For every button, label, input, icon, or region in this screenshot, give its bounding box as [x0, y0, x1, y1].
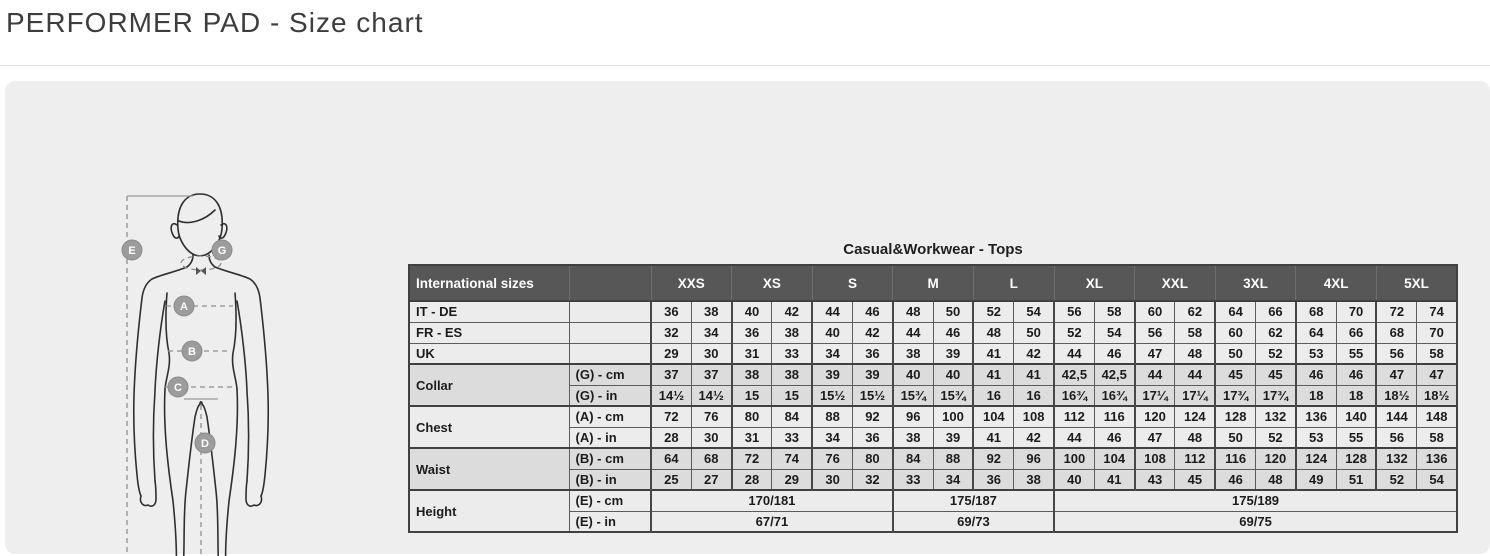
- hair-line: [179, 210, 215, 223]
- size-cell: 46: [933, 322, 973, 343]
- size-cell: 31: [732, 343, 772, 364]
- size-cell: 140: [1336, 406, 1376, 427]
- size-cell: 28: [651, 427, 691, 448]
- size-cell: 108: [1135, 448, 1175, 469]
- size-cell: 96: [1014, 448, 1054, 469]
- header-size-3xl: 3XL: [1215, 265, 1296, 301]
- page-title: PERFORMER PAD - Size chart: [6, 7, 424, 38]
- size-cell: 66: [1336, 322, 1376, 343]
- size-cell: 52: [1256, 427, 1296, 448]
- size-cell: 72: [732, 448, 772, 469]
- size-cell: 36: [973, 469, 1013, 490]
- header-size-xs: XS: [732, 265, 813, 301]
- size-cell: 64: [1296, 322, 1336, 343]
- size-cell: 44: [1175, 364, 1215, 385]
- row-sublabel: (E) - in: [569, 511, 651, 532]
- size-cell: 76: [812, 448, 852, 469]
- size-table: [408, 264, 1458, 533]
- size-cell: 148: [1417, 406, 1457, 427]
- size-span-cell: 69/75: [1054, 511, 1457, 532]
- size-cell: 14½: [651, 385, 691, 406]
- size-cell: 60: [1215, 322, 1255, 343]
- size-cell: 104: [973, 406, 1013, 427]
- size-cell: 31: [732, 427, 772, 448]
- size-cell: 72: [651, 406, 691, 427]
- size-cell: 14½: [691, 385, 731, 406]
- size-cell: 47: [1135, 343, 1175, 364]
- leg-left: [160, 389, 200, 556]
- size-cell: 104: [1094, 448, 1134, 469]
- badge-b-letter: B: [188, 346, 196, 358]
- size-cell: 42: [772, 301, 812, 322]
- size-cell: 92: [973, 448, 1013, 469]
- size-span-cell: 170/181: [651, 490, 893, 511]
- size-cell: 30: [812, 469, 852, 490]
- size-cell: 112: [1175, 448, 1215, 469]
- size-cell: 56: [1135, 322, 1175, 343]
- size-cell: 46: [1094, 343, 1134, 364]
- size-cell: 18½: [1376, 385, 1416, 406]
- arm-left-inner: [154, 301, 166, 481]
- body-outline: [134, 194, 269, 556]
- size-cell: 39: [933, 427, 973, 448]
- size-span-cell: 175/189: [1054, 490, 1457, 511]
- row-sublabel: (B) - in: [569, 469, 651, 490]
- size-cell: 46: [1336, 364, 1376, 385]
- size-cell: 18: [1336, 385, 1376, 406]
- size-cell: 38: [1014, 469, 1054, 490]
- size-cell: 34: [812, 343, 852, 364]
- size-cell: 40: [732, 301, 772, 322]
- torso-right: [233, 293, 237, 389]
- size-cell: 15½: [853, 385, 893, 406]
- size-cell: 51: [1336, 469, 1376, 490]
- size-chart-panel: [5, 81, 1490, 554]
- size-cell: 120: [1135, 406, 1175, 427]
- badge-g: [212, 240, 232, 260]
- size-cell: 53: [1296, 343, 1336, 364]
- size-cell: 39: [812, 364, 852, 385]
- size-cell: 80: [732, 406, 772, 427]
- size-cell: 16: [1014, 385, 1054, 406]
- row-sublabel: (G) - in: [569, 385, 651, 406]
- header-measure-label: [569, 265, 651, 301]
- size-cell: 56: [1376, 343, 1416, 364]
- row-sublabel: (A) - cm: [569, 406, 651, 427]
- size-cell: 100: [1054, 448, 1094, 469]
- size-cell: 33: [772, 343, 812, 364]
- row-label: Collar: [409, 364, 569, 406]
- size-cell: 40: [1054, 469, 1094, 490]
- size-cell: 48: [973, 322, 1013, 343]
- size-cell: 45: [1175, 469, 1215, 490]
- size-cell: 76: [691, 406, 731, 427]
- size-cell: 46: [1296, 364, 1336, 385]
- badge-c: [168, 377, 188, 397]
- size-cell: 84: [772, 406, 812, 427]
- row-label: FR - ES: [409, 322, 569, 343]
- size-cell: 29: [651, 343, 691, 364]
- header-size-xl: XL: [1054, 265, 1135, 301]
- collar-bow-marker: [196, 267, 206, 275]
- size-cell: 44: [1054, 343, 1094, 364]
- size-cell: 47: [1417, 364, 1457, 385]
- size-cell: 42: [1014, 427, 1054, 448]
- size-cell: 62: [1256, 322, 1296, 343]
- size-cell: 124: [1175, 406, 1215, 427]
- size-cell: 28: [732, 469, 772, 490]
- header-size-xxs: XXS: [651, 265, 732, 301]
- size-cell: 43: [1135, 469, 1175, 490]
- size-cell: 16¾: [1054, 385, 1094, 406]
- size-cell: 18½: [1417, 385, 1457, 406]
- size-cell: 15: [772, 385, 812, 406]
- size-cell: 58: [1094, 301, 1134, 322]
- size-cell: 54: [1417, 469, 1457, 490]
- size-cell: 36: [732, 322, 772, 343]
- size-cell: 30: [691, 427, 731, 448]
- row-label: Chest: [409, 406, 569, 448]
- size-cell: 44: [812, 301, 852, 322]
- size-cell: 27: [691, 469, 731, 490]
- size-table-section: [408, 238, 1458, 533]
- size-cell: 124: [1296, 448, 1336, 469]
- size-cell: 15½: [812, 385, 852, 406]
- size-cell: 55: [1336, 343, 1376, 364]
- badge-e-letter: E: [128, 245, 136, 257]
- size-cell: 40: [812, 322, 852, 343]
- size-cell: 45: [1256, 364, 1296, 385]
- size-cell: 68: [1376, 322, 1416, 343]
- size-cell: 132: [1256, 406, 1296, 427]
- hand-right: [246, 481, 262, 506]
- size-cell: 17¼: [1175, 385, 1215, 406]
- size-cell: 62: [1175, 301, 1215, 322]
- size-cell: 32: [651, 322, 691, 343]
- header-divider: [0, 65, 1490, 66]
- size-cell: 72: [1376, 301, 1416, 322]
- size-cell: 34: [812, 427, 852, 448]
- size-cell: 88: [812, 406, 852, 427]
- header-size-l: L: [973, 265, 1054, 301]
- size-cell: 88: [933, 448, 973, 469]
- size-cell: 54: [1094, 322, 1134, 343]
- size-cell: 64: [651, 448, 691, 469]
- arm-right-outer: [215, 267, 268, 496]
- leg-right: [202, 389, 242, 556]
- size-cell: 48: [1175, 343, 1215, 364]
- size-cell: 112: [1054, 406, 1094, 427]
- size-cell: 34: [691, 322, 731, 343]
- size-cell: 55: [1336, 427, 1376, 448]
- size-cell: 44: [1135, 364, 1175, 385]
- size-cell: 38: [732, 364, 772, 385]
- size-cell: 92: [853, 406, 893, 427]
- size-cell: 41: [973, 343, 1013, 364]
- size-cell: 70: [1336, 301, 1376, 322]
- header-size-5xl: 5XL: [1376, 265, 1457, 301]
- badge-d-letter: D: [201, 438, 209, 450]
- size-cell: 38: [893, 343, 933, 364]
- badge-a: [174, 296, 194, 316]
- size-cell: 50: [1014, 322, 1054, 343]
- size-cell: 32: [853, 469, 893, 490]
- size-cell: 50: [933, 301, 973, 322]
- size-cell: 49: [1296, 469, 1336, 490]
- row-sublabel: [569, 301, 651, 322]
- size-cell: 52: [1376, 469, 1416, 490]
- size-cell: 41: [973, 427, 1013, 448]
- size-cell: 128: [1215, 406, 1255, 427]
- size-cell: 41: [973, 364, 1013, 385]
- size-cell: 30: [691, 343, 731, 364]
- size-cell: 54: [1014, 301, 1054, 322]
- size-cell: 48: [1256, 469, 1296, 490]
- size-cell: 38: [772, 322, 812, 343]
- size-cell: 56: [1376, 427, 1416, 448]
- size-cell: 132: [1376, 448, 1416, 469]
- size-cell: 136: [1296, 406, 1336, 427]
- size-cell: 42,5: [1094, 364, 1134, 385]
- size-cell: 40: [933, 364, 973, 385]
- size-cell: 34: [933, 469, 973, 490]
- size-cell: 68: [1296, 301, 1336, 322]
- size-cell: 36: [651, 301, 691, 322]
- size-cell: 16¾: [1094, 385, 1134, 406]
- crotch-arch: [200, 402, 202, 404]
- badge-g-letter: G: [217, 245, 227, 257]
- size-cell: 39: [853, 364, 893, 385]
- size-cell: 36: [853, 427, 893, 448]
- body-measurement-figure: [105, 179, 305, 556]
- size-cell: 64: [1215, 301, 1255, 322]
- size-cell: 68: [691, 448, 731, 469]
- size-cell: 33: [893, 469, 933, 490]
- badge-e: [122, 240, 142, 260]
- size-cell: 46: [853, 301, 893, 322]
- size-cell: 70: [1417, 322, 1457, 343]
- header-size-xxl: XXL: [1135, 265, 1216, 301]
- size-cell: 15¾: [893, 385, 933, 406]
- size-cell: 25: [651, 469, 691, 490]
- size-cell: 41: [1094, 469, 1134, 490]
- size-cell: 96: [893, 406, 933, 427]
- size-cell: 29: [772, 469, 812, 490]
- size-cell: 33: [772, 427, 812, 448]
- size-span-cell: 69/73: [893, 511, 1054, 532]
- size-cell: 120: [1256, 448, 1296, 469]
- size-cell: 41: [1014, 364, 1054, 385]
- size-cell: 42,5: [1054, 364, 1094, 385]
- size-cell: 40: [893, 364, 933, 385]
- arm-right-inner: [237, 301, 249, 481]
- size-cell: 144: [1376, 406, 1416, 427]
- size-cell: 56: [1054, 301, 1094, 322]
- header-international-sizes: International sizes: [409, 265, 569, 301]
- row-label: Height: [409, 490, 569, 532]
- size-span-cell: 67/71: [651, 511, 893, 532]
- size-cell: 116: [1215, 448, 1255, 469]
- size-cell: 48: [1175, 427, 1215, 448]
- size-cell: 47: [1135, 427, 1175, 448]
- size-cell: 38: [691, 301, 731, 322]
- size-cell: 45: [1215, 364, 1255, 385]
- badge-b: [182, 341, 202, 361]
- size-cell: 108: [1014, 406, 1054, 427]
- size-cell: 17¾: [1256, 385, 1296, 406]
- size-cell: 37: [651, 364, 691, 385]
- row-sublabel: [569, 343, 651, 364]
- size-cell: 38: [893, 427, 933, 448]
- size-cell: 52: [1256, 343, 1296, 364]
- size-cell: 53: [1296, 427, 1336, 448]
- size-table-title: Casual&Workwear - Tops: [843, 241, 1023, 258]
- size-cell: 60: [1135, 301, 1175, 322]
- size-cell: 66: [1256, 301, 1296, 322]
- size-cell: 52: [1054, 322, 1094, 343]
- size-cell: 37: [691, 364, 731, 385]
- row-label: UK: [409, 343, 569, 364]
- size-cell: 100: [933, 406, 973, 427]
- size-cell: 18: [1296, 385, 1336, 406]
- collar-line-g: [181, 256, 221, 270]
- size-cell: 52: [973, 301, 1013, 322]
- size-cell: 16: [973, 385, 1013, 406]
- measure-badges: [122, 240, 232, 453]
- size-cell: 80: [853, 448, 893, 469]
- size-cell: 50: [1215, 427, 1255, 448]
- size-cell: 44: [893, 322, 933, 343]
- size-cell: 74: [1417, 301, 1457, 322]
- row-sublabel: [569, 322, 651, 343]
- size-cell: 42: [1014, 343, 1054, 364]
- size-cell: 44: [1054, 427, 1094, 448]
- row-label: Waist: [409, 448, 569, 490]
- torso-left: [165, 293, 169, 389]
- badge-c-letter: C: [174, 382, 182, 394]
- size-cell: 58: [1417, 427, 1457, 448]
- size-cell: 15¾: [933, 385, 973, 406]
- hand-left: [140, 481, 156, 506]
- size-cell: 47: [1376, 364, 1416, 385]
- row-sublabel: (E) - cm: [569, 490, 651, 511]
- size-cell: 42: [853, 322, 893, 343]
- size-cell: 74: [772, 448, 812, 469]
- size-cell: 50: [1215, 343, 1255, 364]
- header-size-m: M: [893, 265, 974, 301]
- size-cell: 136: [1417, 448, 1457, 469]
- size-cell: 17¾: [1215, 385, 1255, 406]
- row-sublabel: (B) - cm: [569, 448, 651, 469]
- header-size-4xl: 4XL: [1296, 265, 1377, 301]
- size-cell: 84: [893, 448, 933, 469]
- badge-d: [195, 433, 215, 453]
- size-cell: 39: [933, 343, 973, 364]
- size-cell: 58: [1175, 322, 1215, 343]
- size-cell: 116: [1094, 406, 1134, 427]
- size-span-cell: 175/187: [893, 490, 1054, 511]
- size-cell: 128: [1336, 448, 1376, 469]
- size-cell: 46: [1094, 427, 1134, 448]
- badge-a-letter: A: [180, 301, 188, 313]
- size-cell: 15: [732, 385, 772, 406]
- row-sublabel: (A) - in: [569, 427, 651, 448]
- size-cell: 17¼: [1135, 385, 1175, 406]
- size-cell: 46: [1215, 469, 1255, 490]
- size-cell: 58: [1417, 343, 1457, 364]
- header-size-s: S: [812, 265, 893, 301]
- size-cell: 36: [853, 343, 893, 364]
- row-sublabel: (G) - cm: [569, 364, 651, 385]
- size-cell: 38: [772, 364, 812, 385]
- size-cell: 48: [893, 301, 933, 322]
- row-label: IT - DE: [409, 301, 569, 322]
